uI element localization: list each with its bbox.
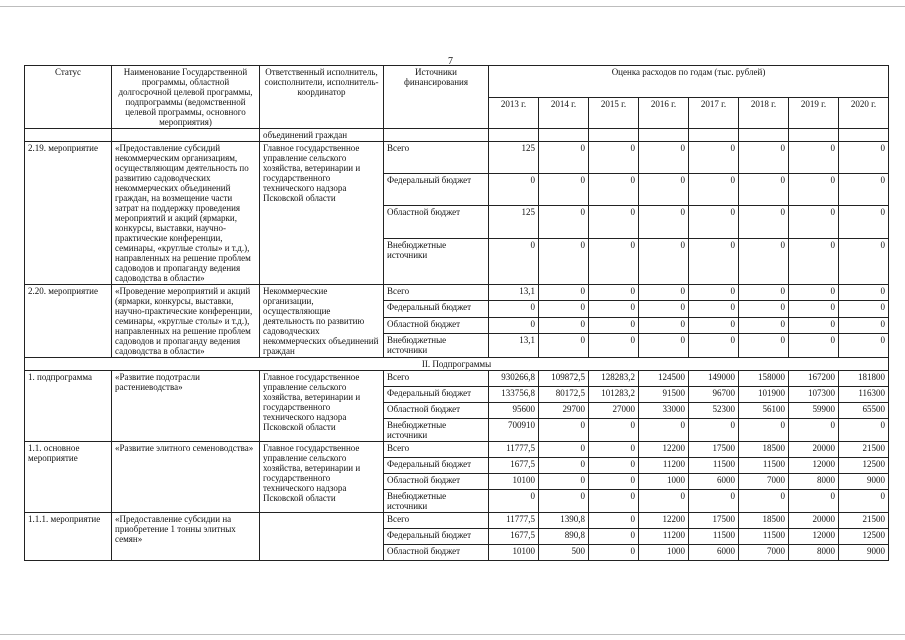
year-value: 21500 <box>839 442 889 458</box>
year-value: 17500 <box>689 442 739 458</box>
year-value: 1390,8 <box>539 513 589 529</box>
continuation-row <box>25 129 889 142</box>
year-value: 11500 <box>689 458 739 474</box>
year-value: 0 <box>839 317 889 333</box>
year-value: 133756,8 <box>489 387 539 403</box>
year-value: 0 <box>589 317 639 333</box>
year-value: 116300 <box>839 387 889 403</box>
year-value: 0 <box>839 142 889 174</box>
year-value: 0 <box>539 301 589 317</box>
year-value: 0 <box>839 174 889 206</box>
row-status: 1.1.1. мероприятие <box>25 513 112 561</box>
year-value: 181800 <box>839 371 889 387</box>
year-value: 0 <box>589 545 639 561</box>
year-value: 0 <box>589 474 639 490</box>
year-value: 6000 <box>689 545 739 561</box>
year-value: 0 <box>739 285 789 301</box>
year-value: 10100 <box>489 545 539 561</box>
year-value: 0 <box>639 317 689 333</box>
year-value: 0 <box>589 301 639 317</box>
year-value: 0 <box>739 317 789 333</box>
funding-source: Внебюджетные источники <box>384 419 489 442</box>
subprograms-header-row <box>25 358 889 371</box>
year-value: 0 <box>489 174 539 206</box>
header-estimate: Оценка расходов по годам (тыс. рублей) <box>489 66 889 98</box>
year-value: 109872,5 <box>539 371 589 387</box>
year-value: 12200 <box>639 513 689 529</box>
header-status: Статус <box>25 66 112 129</box>
table-row <box>25 442 889 458</box>
year-value: 158000 <box>739 371 789 387</box>
year-value: 12000 <box>789 458 839 474</box>
year-value: 0 <box>739 238 789 284</box>
year-value: 0 <box>589 238 639 284</box>
year-value: 11777,5 <box>489 513 539 529</box>
year-value: 0 <box>539 490 589 513</box>
year-value: 11500 <box>739 529 789 545</box>
year-value: 0 <box>689 238 739 284</box>
funding-source: Федеральный бюджет <box>384 301 489 317</box>
year-value: 0 <box>789 334 839 358</box>
row-status: 1. подпрограмма <box>25 371 112 442</box>
year-value: 8000 <box>789 474 839 490</box>
year-value: 125 <box>489 142 539 174</box>
year-value: 0 <box>489 301 539 317</box>
year-value: 0 <box>639 334 689 358</box>
year-value: 0 <box>789 419 839 442</box>
year-value: 107300 <box>789 387 839 403</box>
year-value: 167200 <box>789 371 839 387</box>
year-value: 101283,2 <box>589 387 639 403</box>
year-value: 0 <box>689 334 739 358</box>
table-row <box>25 285 889 301</box>
header-year: 2013 г. <box>489 97 539 129</box>
year-value: 0 <box>789 490 839 513</box>
year-value: 0 <box>739 206 789 238</box>
year-value: 0 <box>589 442 639 458</box>
funding-source: Всего <box>384 142 489 174</box>
year-value: 59900 <box>789 403 839 419</box>
year-value: 0 <box>539 442 589 458</box>
year-value: 0 <box>839 301 889 317</box>
year-value: 0 <box>739 334 789 358</box>
year-value: 0 <box>489 490 539 513</box>
year-value: 21500 <box>839 513 889 529</box>
year-value: 0 <box>639 490 689 513</box>
year-value: 0 <box>639 419 689 442</box>
row-status: 1.1. основное мероприятие <box>25 442 112 513</box>
year-value: 11200 <box>639 458 689 474</box>
year-value: 0 <box>589 490 639 513</box>
year-value: 0 <box>689 142 739 174</box>
year-value: 33000 <box>639 403 689 419</box>
year-value: 0 <box>539 317 589 333</box>
row-responsible: Главное государственное управление сельского хозяйства, ветеринарии и государственного технического надзора Псковской области <box>260 442 384 513</box>
year-value: 0 <box>689 285 739 301</box>
year-value: 930266,8 <box>489 371 539 387</box>
year-value: 0 <box>689 419 739 442</box>
year-value: 10100 <box>489 474 539 490</box>
year-value: 0 <box>739 174 789 206</box>
year-value: 0 <box>789 317 839 333</box>
year-value: 149000 <box>689 371 739 387</box>
year-value: 128283,2 <box>589 371 639 387</box>
funding-source: Всего <box>384 371 489 387</box>
year-value: 80172,5 <box>539 387 589 403</box>
funding-source: Всего <box>384 442 489 458</box>
header-year: 2016 г. <box>639 97 689 129</box>
funding-source: Федеральный бюджет <box>384 387 489 403</box>
header-year: 2014 г. <box>539 97 589 129</box>
year-value: 17500 <box>689 513 739 529</box>
year-value: 0 <box>839 206 889 238</box>
year-value: 0 <box>789 238 839 284</box>
year-value: 11777,5 <box>489 442 539 458</box>
year-value: 11200 <box>639 529 689 545</box>
subprograms-header: II. Подпрограммы <box>25 358 889 371</box>
table-row <box>25 142 889 174</box>
year-value: 0 <box>789 206 839 238</box>
funding-source: Областной бюджет <box>384 317 489 333</box>
funding-source: Всего <box>384 513 489 529</box>
year-value: 0 <box>489 238 539 284</box>
year-value: 0 <box>689 490 739 513</box>
year-value: 0 <box>539 206 589 238</box>
year-value: 700910 <box>489 419 539 442</box>
year-value: 0 <box>839 238 889 284</box>
year-value: 0 <box>639 238 689 284</box>
year-value: 18500 <box>739 442 789 458</box>
header-responsible: Ответственный исполнитель, соисполнители, исполнитель-координатор <box>260 66 384 129</box>
year-value: 7000 <box>739 474 789 490</box>
header-name: Наименование Государственной программы, областной долгосрочной целевой программы, подпрограммы (ведомственной целевой программы, основного мероприятия) <box>112 66 260 129</box>
year-value: 101900 <box>739 387 789 403</box>
year-value: 1677,5 <box>489 458 539 474</box>
year-value: 0 <box>639 142 689 174</box>
year-value: 0 <box>589 419 639 442</box>
year-value: 0 <box>689 317 739 333</box>
year-value: 0 <box>739 490 789 513</box>
table-row <box>25 513 889 529</box>
year-value: 9000 <box>839 545 889 561</box>
year-value: 0 <box>639 206 689 238</box>
funding-source: Областной бюджет <box>384 474 489 490</box>
year-value: 0 <box>839 285 889 301</box>
expenditure-table <box>24 65 889 561</box>
year-value: 0 <box>589 142 639 174</box>
funding-source: Областной бюджет <box>384 545 489 561</box>
funding-source: Федеральный бюджет <box>384 458 489 474</box>
year-value: 18500 <box>739 513 789 529</box>
year-value: 0 <box>539 334 589 358</box>
funding-source: Внебюджетные источники <box>384 490 489 513</box>
funding-source: Федеральный бюджет <box>384 174 489 206</box>
year-value: 7000 <box>739 545 789 561</box>
year-value: 13,1 <box>489 285 539 301</box>
year-value: 0 <box>539 238 589 284</box>
row-name: «Развитие элитного семеноводства» <box>112 442 260 513</box>
year-value: 12500 <box>839 529 889 545</box>
year-value: 20000 <box>789 513 839 529</box>
year-value: 0 <box>589 458 639 474</box>
year-value: 0 <box>739 419 789 442</box>
row-name: «Развитие подотрасли растениеводства» <box>112 371 260 442</box>
year-value: 0 <box>689 174 739 206</box>
funding-source: Федеральный бюджет <box>384 529 489 545</box>
year-value: 0 <box>689 301 739 317</box>
year-value: 0 <box>639 285 689 301</box>
year-value: 1000 <box>639 545 689 561</box>
year-value: 20000 <box>789 442 839 458</box>
year-value: 0 <box>739 301 789 317</box>
year-value: 0 <box>589 513 639 529</box>
row-status: 2.20. мероприятие <box>25 285 112 358</box>
year-value: 56100 <box>739 403 789 419</box>
year-value: 0 <box>789 285 839 301</box>
row-name: «Предоставление субсидий некоммерческим организациям, осуществляющим деятельность по развитию садоводческих некоммерческих объединений граждан, на возмещение части затрат на поддержку проведения мероприятий и акций (ярмарки, конкурсы, выставки, научно-практические конференции, семинары, «круглые столы» и т.д.), направленных на решение проблем садоводов и пропаганду ведения садоводства в области» <box>112 142 260 285</box>
year-value: 0 <box>789 174 839 206</box>
year-value: 6000 <box>689 474 739 490</box>
year-value: 0 <box>839 334 889 358</box>
table-header <box>25 66 889 129</box>
year-value: 0 <box>589 285 639 301</box>
year-value: 0 <box>839 490 889 513</box>
year-value: 0 <box>539 474 589 490</box>
row-responsible <box>260 513 384 561</box>
header-year: 2018 г. <box>739 97 789 129</box>
year-value: 12200 <box>639 442 689 458</box>
year-value: 0 <box>639 301 689 317</box>
table-body <box>25 129 889 561</box>
table-row <box>25 371 889 387</box>
year-value: 124500 <box>639 371 689 387</box>
year-value: 0 <box>589 206 639 238</box>
year-value: 1677,5 <box>489 529 539 545</box>
header-year: 2017 г. <box>689 97 739 129</box>
year-value: 11500 <box>739 458 789 474</box>
year-value: 0 <box>639 174 689 206</box>
year-value: 500 <box>539 545 589 561</box>
year-value: 0 <box>539 458 589 474</box>
year-value: 29700 <box>539 403 589 419</box>
row-name: «Предоставление субсидии на приобретение 1 тонны элитных семян» <box>112 513 260 561</box>
header-sources: Источники финансирования <box>384 66 489 129</box>
funding-source: Всего <box>384 285 489 301</box>
year-value: 125 <box>489 206 539 238</box>
header-year: 2015 г. <box>589 97 639 129</box>
row-responsible: Некоммерческие организации, осуществляющие деятельность по развитию садоводческих некоммерческих объединений граждан <box>260 285 384 358</box>
year-value: 0 <box>739 142 789 174</box>
year-value: 0 <box>839 419 889 442</box>
year-value: 8000 <box>789 545 839 561</box>
year-value: 9000 <box>839 474 889 490</box>
year-value: 0 <box>539 174 589 206</box>
year-value: 0 <box>539 142 589 174</box>
year-value: 890,8 <box>539 529 589 545</box>
year-value: 0 <box>539 419 589 442</box>
row-responsible: Главное государственное управление сельского хозяйства, ветеринарии и государственного технического надзора Псковской области <box>260 371 384 442</box>
year-value: 65500 <box>839 403 889 419</box>
year-value: 0 <box>589 529 639 545</box>
year-value: 52300 <box>689 403 739 419</box>
year-value: 12500 <box>839 458 889 474</box>
scan-edge-bottom <box>0 634 905 635</box>
funding-source: Областной бюджет <box>384 403 489 419</box>
year-value: 95600 <box>489 403 539 419</box>
year-value: 11500 <box>689 529 739 545</box>
scan-edge-top <box>0 6 905 7</box>
year-value: 12000 <box>789 529 839 545</box>
continued-responsible: объединений граждан <box>260 129 384 142</box>
year-value: 0 <box>789 142 839 174</box>
funding-source: Внебюджетные источники <box>384 238 489 284</box>
year-value: 0 <box>589 174 639 206</box>
row-responsible: Главное государственное управление сельского хозяйства, ветеринарии и государственного технического надзора Псковской области <box>260 142 384 285</box>
funding-source: Внебюджетные источники <box>384 334 489 358</box>
funding-source: Областной бюджет <box>384 206 489 238</box>
year-value: 13,1 <box>489 334 539 358</box>
year-value: 27000 <box>589 403 639 419</box>
year-value: 0 <box>589 334 639 358</box>
year-value: 1000 <box>639 474 689 490</box>
row-status: 2.19. мероприятие <box>25 142 112 285</box>
year-value: 0 <box>539 285 589 301</box>
year-value: 91500 <box>639 387 689 403</box>
row-name: «Проведение мероприятий и акций (ярмарки, конкурсы, выставки, научно-практические конференции, семинары, «круглые столы» и т.д.), направленных на решение проблем садоводов и пропаганду ведения садоводства в области» <box>112 285 260 358</box>
year-value: 0 <box>489 317 539 333</box>
header-year: 2020 г. <box>839 97 889 129</box>
year-value: 96700 <box>689 387 739 403</box>
year-value: 0 <box>789 301 839 317</box>
page-number: 7 <box>448 56 453 67</box>
year-value: 0 <box>689 206 739 238</box>
header-year: 2019 г. <box>789 97 839 129</box>
